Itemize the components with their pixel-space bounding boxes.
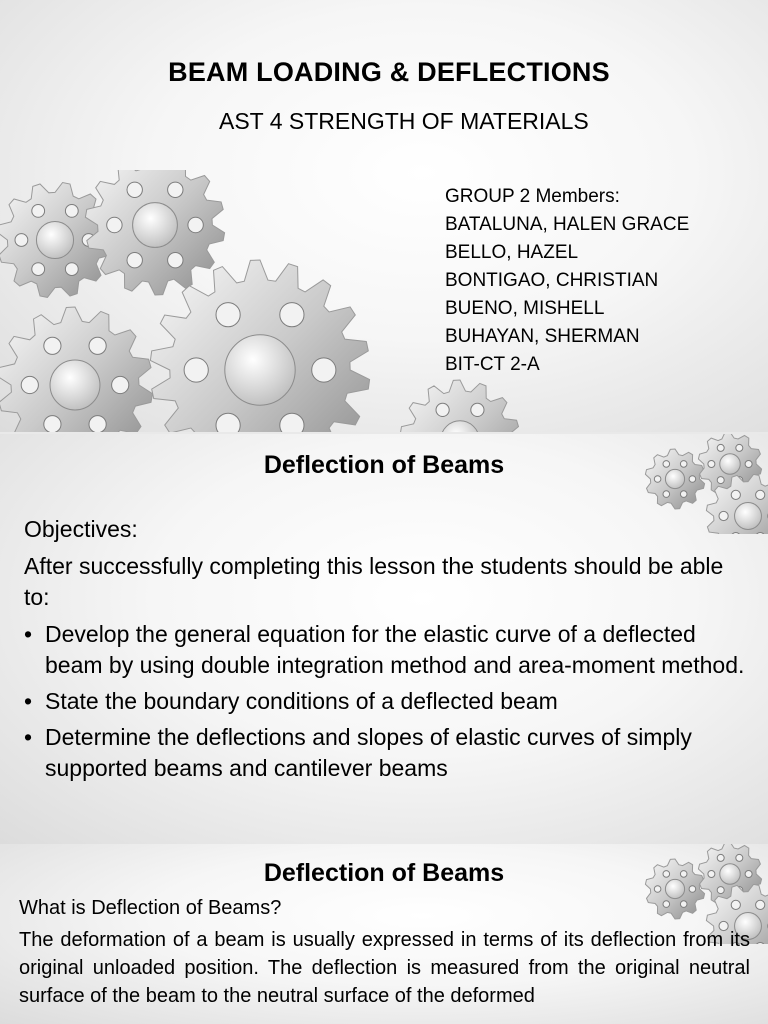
objectives-label: Objectives: [24,516,138,542]
group-members-list [445,183,689,379]
list-item [24,619,750,681]
member-name: BELLO, HAZEL [445,242,579,263]
member-name: BUENO, MISHELL [445,298,605,319]
slide-title: Deflection of Beams [263,859,505,887]
bullet-icon: • [24,724,33,750]
list-item-text: State the boundary conditions of a deflected beam [45,688,558,714]
objectives-slide [0,434,768,844]
question-text: What is Deflection of Beams? [19,897,282,919]
list-item [24,686,750,717]
members-heading: GROUP 2 Members: [445,186,620,207]
list-item-text: Develop the general equation for the elastic curve of a deflected beam by using double integration method and area-moment method. [45,621,745,678]
objectives-body [24,514,750,789]
definition-paragraph: The deformation of a beam is usually expressed in terms of its deflection from its original unloaded position. The deflection is measured from the original neutral surface of the beam to the neutral surface of the deformed [19,929,750,1007]
presentation-title: BEAM LOADING & DEFLECTIONS [168,57,610,87]
list-item [24,722,750,784]
objectives-list [24,619,750,784]
objectives-intro: After successfully completing this lesson the students should be able to: [24,553,724,610]
bullet-icon: • [24,621,33,647]
member-name: BUHAYAN, SHERMAN [445,326,640,347]
list-item-text: Determine the deflections and slopes of elastic curves of simply supported beams and cantilever beams [45,724,692,781]
slide-title: Deflection of Beams [263,451,505,479]
member-name: BATALUNA, HALEN GRACE [445,214,690,235]
member-name: BONTIGAO, CHRISTIAN [445,270,659,291]
title-slide [0,0,768,432]
bullet-icon: • [24,688,33,714]
definition-slide [0,844,768,1024]
presentation-subtitle: AST 4 STRENGTH OF MATERIALS [219,108,589,134]
section-label: BIT-CT 2-A [445,354,540,375]
